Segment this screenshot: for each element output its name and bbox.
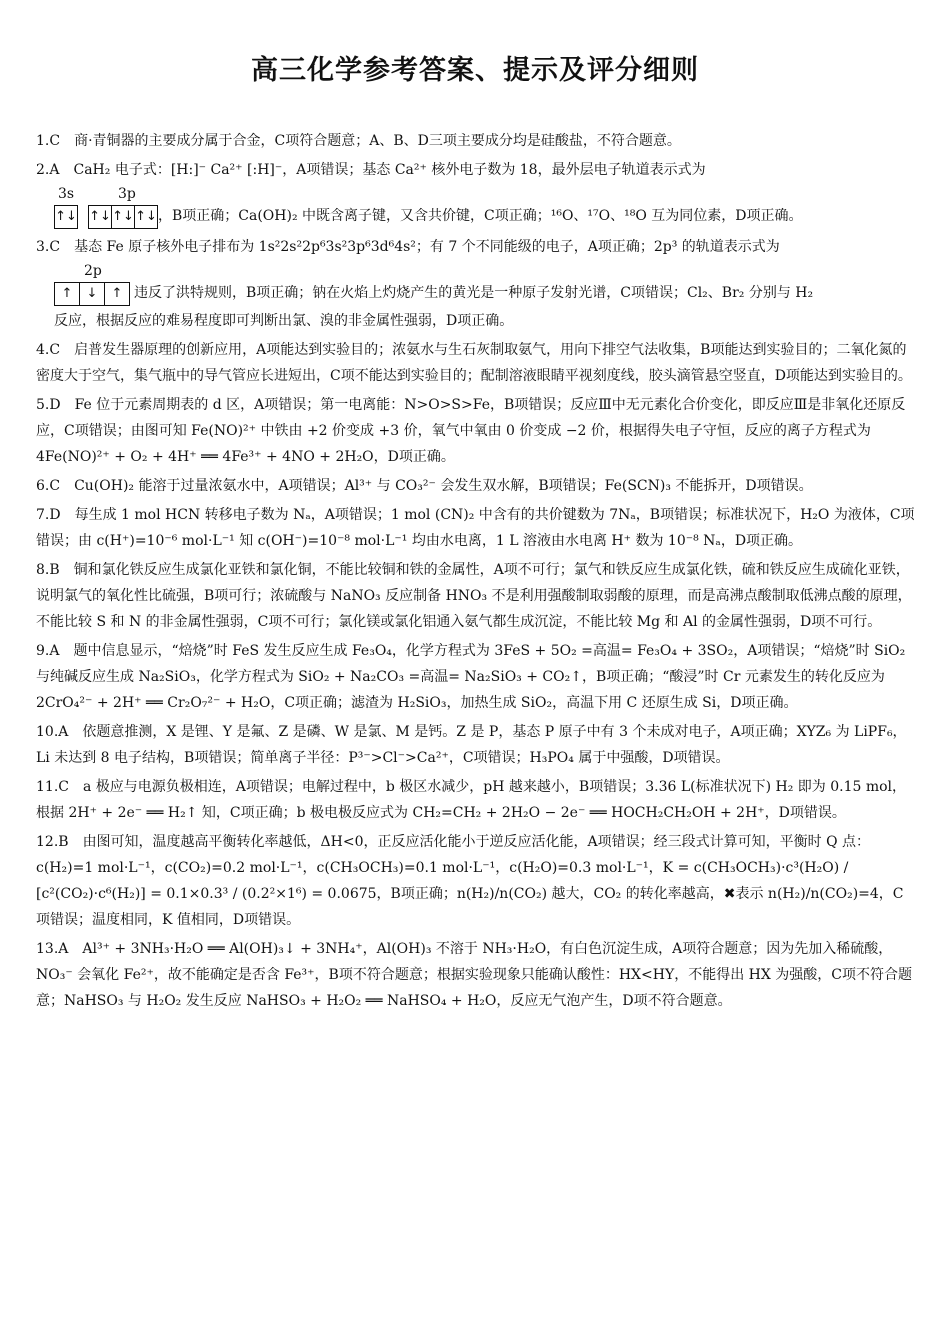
item-explanation: CaH₂ 电子式：[H:]⁻ Ca²⁺ [:H]⁻，A项错误；基态 Ca²⁺ 核外电子数为 18，最外层电子轨道表示式为 [73,162,706,178]
orbital-box-3p [88,205,158,229]
orbital-box-3s [54,205,78,229]
item-answer: B [58,834,69,850]
answer-item [36,557,916,635]
answer-list [36,128,916,1017]
item-number: 11. [36,779,59,795]
orbital-box-2p [54,282,130,306]
orbital-cell: ↑↓ [55,209,77,224]
item-answer: D [49,507,61,523]
orbital-label-2p: 2p [84,263,102,279]
item-number: 9. [36,643,50,659]
item-answer: A [58,941,69,957]
item-answer: B [49,562,60,578]
orbital-diagram-ca [54,183,916,231]
answer-item [36,829,916,933]
item-answer: C [49,239,61,255]
item-explanation: Cu(OH)₂ 能溶于过量浓氨水中，A项错误；Al³⁺ 与 CO₃²⁻ 会发生双水解，B项错误；Fe(SCN)₃ 不能拆开，D项错误。 [74,478,813,494]
item-continuation: 反应，根据反应的难易程度即可判断出氯、溴的非金属性强弱，D项正确。 [54,313,514,329]
item-explanation: Fe 位于元素周期表的 d 区，A项错误；第一电离能：N>O>S>Fe，B项错误；反应Ⅲ中无元素化合价变化，即反应Ⅲ是非氧化还原反应，C项错误；由图可知 Fe(NO)²⁺ 中铁由 +2 价变成 +3 价，氧气中氧由 0 价变成 −2 价，根据得失电子守恒，反应的离子方程式为 4Fe(NO)²⁺ + O₂ + 4H⁺ ══ 4Fe³⁺ + 4NO + 2H₂O，D项正确。 [36,397,906,465]
item-explanation: 基态 Fe 原子核外电子排布为 1s²2s²2p⁶3s²3p⁶3d⁶4s²；有 7 个不同能级的电子，A项正确；2p³ 的轨道表示式为 [74,239,780,255]
item-number: 5. [36,397,50,413]
item-answer: C [49,133,61,149]
item-explanation: 启普发生器原理的创新应用，A项能达到实验目的；浓氨水与生石灰制取氨气，用向下排空气法收集，B项能达到实验目的；二氧化氮的密度大于空气，集气瓶中的导气管应长进短出，C项不能达到实验目的；配制溶液眼睛平视刻度线，胶头滴管悬空竖直，D项能达到实验目的。 [36,342,912,384]
item-number: 4. [36,342,50,358]
item-answer: A [49,643,60,659]
orbital-cell: ↑ [55,283,80,305]
answer-item [36,473,916,499]
orbital-cell: ↓ [80,283,105,305]
item-answer: C [49,342,61,358]
item-number: 7. [36,507,50,523]
item-number: 13. [36,941,59,957]
item-number: 12. [36,834,59,850]
orbital-label-3p: 3p [118,186,136,202]
item-number: 10. [36,724,59,740]
orbital-cell: ↑↓ [135,209,157,224]
item-explanation: Al³⁺ + 3NH₃·H₂O ══ Al(OH)₃↓ + 3NH₄⁺，Al(OH)₃ 不溶于 NH₃·H₂O，有白色沉淀生成，A项符合题意；因为先加入稀硫酸，NO₃⁻ 会氧化 Fe²⁺，故不能确定是否含 Fe³⁺，B项不符合题意；根据实验现象只能确认酸性：HX<HY，不能得出 HX 为强酸，C项不符合题意；NaHSO₃ 与 H₂O₂ 发生反应 NaHSO₃ + H₂O₂ ══ NaHSO₄ + H₂O，反应无气泡产生，D项不符合题意。 [36,941,912,1009]
item-explanation: 每生成 1 mol HCN 转移电子数为 Nₐ，A项错误；1 mol (CN)₂ 中含有的共价键数为 7Nₐ，B项错误；标准状况下，H₂O 为液体，C项错误；由 c(H⁺)=10⁻⁶ mol·L⁻¹ 知 c(OH⁻)=10⁻⁸ mol·L⁻¹ 均由水电离，1 L 溶液由水电离 H⁺ 数为 10⁻⁸ Nₐ，D项正确。 [36,507,915,549]
orbital-followup-text: 违反了洪特规则，B项正确；钠在火焰上灼烧产生的黄光是一种原子发射光谱，C项错误；Cl₂、Br₂ 分别与 H₂ [134,285,814,301]
orbital-cell: ↑↓ [89,206,112,228]
answer-item [36,157,916,231]
item-explanation: a 极应与电源负极相连，A项错误；电解过程中，b 极区水减少，pH 越来越小，B项错误；3.36 L(标准状况下) H₂ 即为 0.15 mol，根据 2H⁺ + 2e⁻ ══ H₂↑ 知，C项正确；b 极电极反应式为 CH₂=CH₂ + 2H₂O − 2e⁻ ══ HOCH₂CH₂OH + 2H⁺，D项错误。 [36,779,907,821]
orbital-followup-text: ，B项正确；Ca(OH)₂ 中既含离子键，又含共价键，C项正确；¹⁶O、¹⁷O、¹⁸O 互为同位素，D项正确。 [158,208,803,224]
orbital-diagram-2p [54,260,916,308]
orbital-cell: ↑ [111,286,123,301]
answer-item [36,638,916,716]
answer-item [36,502,916,554]
item-number: 2. [36,162,50,178]
item-answer: C [58,779,69,795]
item-answer: A [58,724,69,740]
item-explanation: 依题意推测，X 是锂、Y 是氟、Z 是磷、W 是氯、M 是钙。Z 是 P，基态 P 原子中有 3 个未成对电子，A项正确；XYZ₆ 为 LiPF₆，Li 未达到 8 电子结构，B项错误；简单离子半径：P³⁻>Cl⁻>Ca²⁺，C项错误；H₃PO₄ 属于中强酸，D项错误。 [36,724,907,766]
orbital-label-3s: 3s [58,186,75,202]
item-answer: D [49,397,61,413]
item-explanation: 由图可知，温度越高平衡转化率越低，ΔH<0，正反应活化能小于逆反应活化能，A项错误；经三段式计算可知，平衡时 Q 点：c(H₂)=1 mol·L⁻¹，c(CO₂)=0.2 mol·L⁻¹，c(CH₃OCH₃)=0.1 mol·L⁻¹，c(H₂O)=0.3 mol·L⁻¹，K = c(CH₃OCH₃)·c³(H₂O) / [c²(CO₂)·c⁶(H₂)] = 0.1×0.3³ / (0.2²×1⁶) = 0.0675，B项正确；n(H₂)/n(CO₂) 越大，CO₂ 的转化率越高，✖表示 n(H₂)/n(CO₂)=4，C项错误；温度相同，K 值相同，D项错误。 [36,834,904,928]
item-number: 3. [36,239,50,255]
item-number: 8. [36,562,50,578]
answer-item [36,719,916,771]
item-explanation: 题中信息显示，“焙烧”时 FeS 发生反应生成 Fe₃O₄，化学方程式为 3FeS + 5O₂ =高温= Fe₃O₄ + 3SO₂，A项错误；“焙烧”时 SiO₂ 与纯碱反应生成 Na₂SiO₃，化学方程式为 SiO₂ + Na₂CO₃ =高温= Na₂SiO₃ + CO₂↑，B项正确；“酸浸”时 Cr 元素发生的转化反应为 2CrO₄²⁻ + 2H⁺ ══ Cr₂O₇²⁻ + H₂O，C项正确；滤渣为 H₂SiO₃，加热生成 SiO₂，高温下用 C 还原生成 Si，D项正确。 [36,643,906,711]
item-number: 6. [36,478,50,494]
item-number: 1. [36,133,50,149]
orbital-cell: ↑↓ [112,206,135,228]
answer-item [36,337,916,389]
answer-item [36,392,916,470]
item-explanation: 商·青铜器的主要成分属于合金，C项符合题意；A、B、D三项主要成分均是硅酸盐，不符合题意。 [74,133,681,149]
answer-item [36,774,916,826]
answer-item [36,234,916,334]
answer-item [36,128,916,154]
item-explanation: 铜和氯化铁反应生成氯化亚铁和氯化铜，不能比较铜和铁的金属性，A项不可行；氯气和铁反应生成氯化铁，硫和铁反应生成硫化亚铁，说明氯气的氧化性比硫强，B项可行；浓硫酸与 NaNO₃ 反应制备 HNO₃ 不是利用强酸制取弱酸的原理，而是高沸点酸制取低沸点酸的原理，不能比较 S 和 N 的非金属性强弱，C项不可行；氯化镁或氯化铝通入氨气都生成沉淀，不能比较 Mg 和 Al 的金属性强弱，D项不可行。 [36,562,912,630]
answer-item [36,936,916,1014]
item-answer: C [49,478,61,494]
item-answer: A [49,162,60,178]
page-title: 高三化学参考答案、提示及评分细则 [251,55,699,86]
